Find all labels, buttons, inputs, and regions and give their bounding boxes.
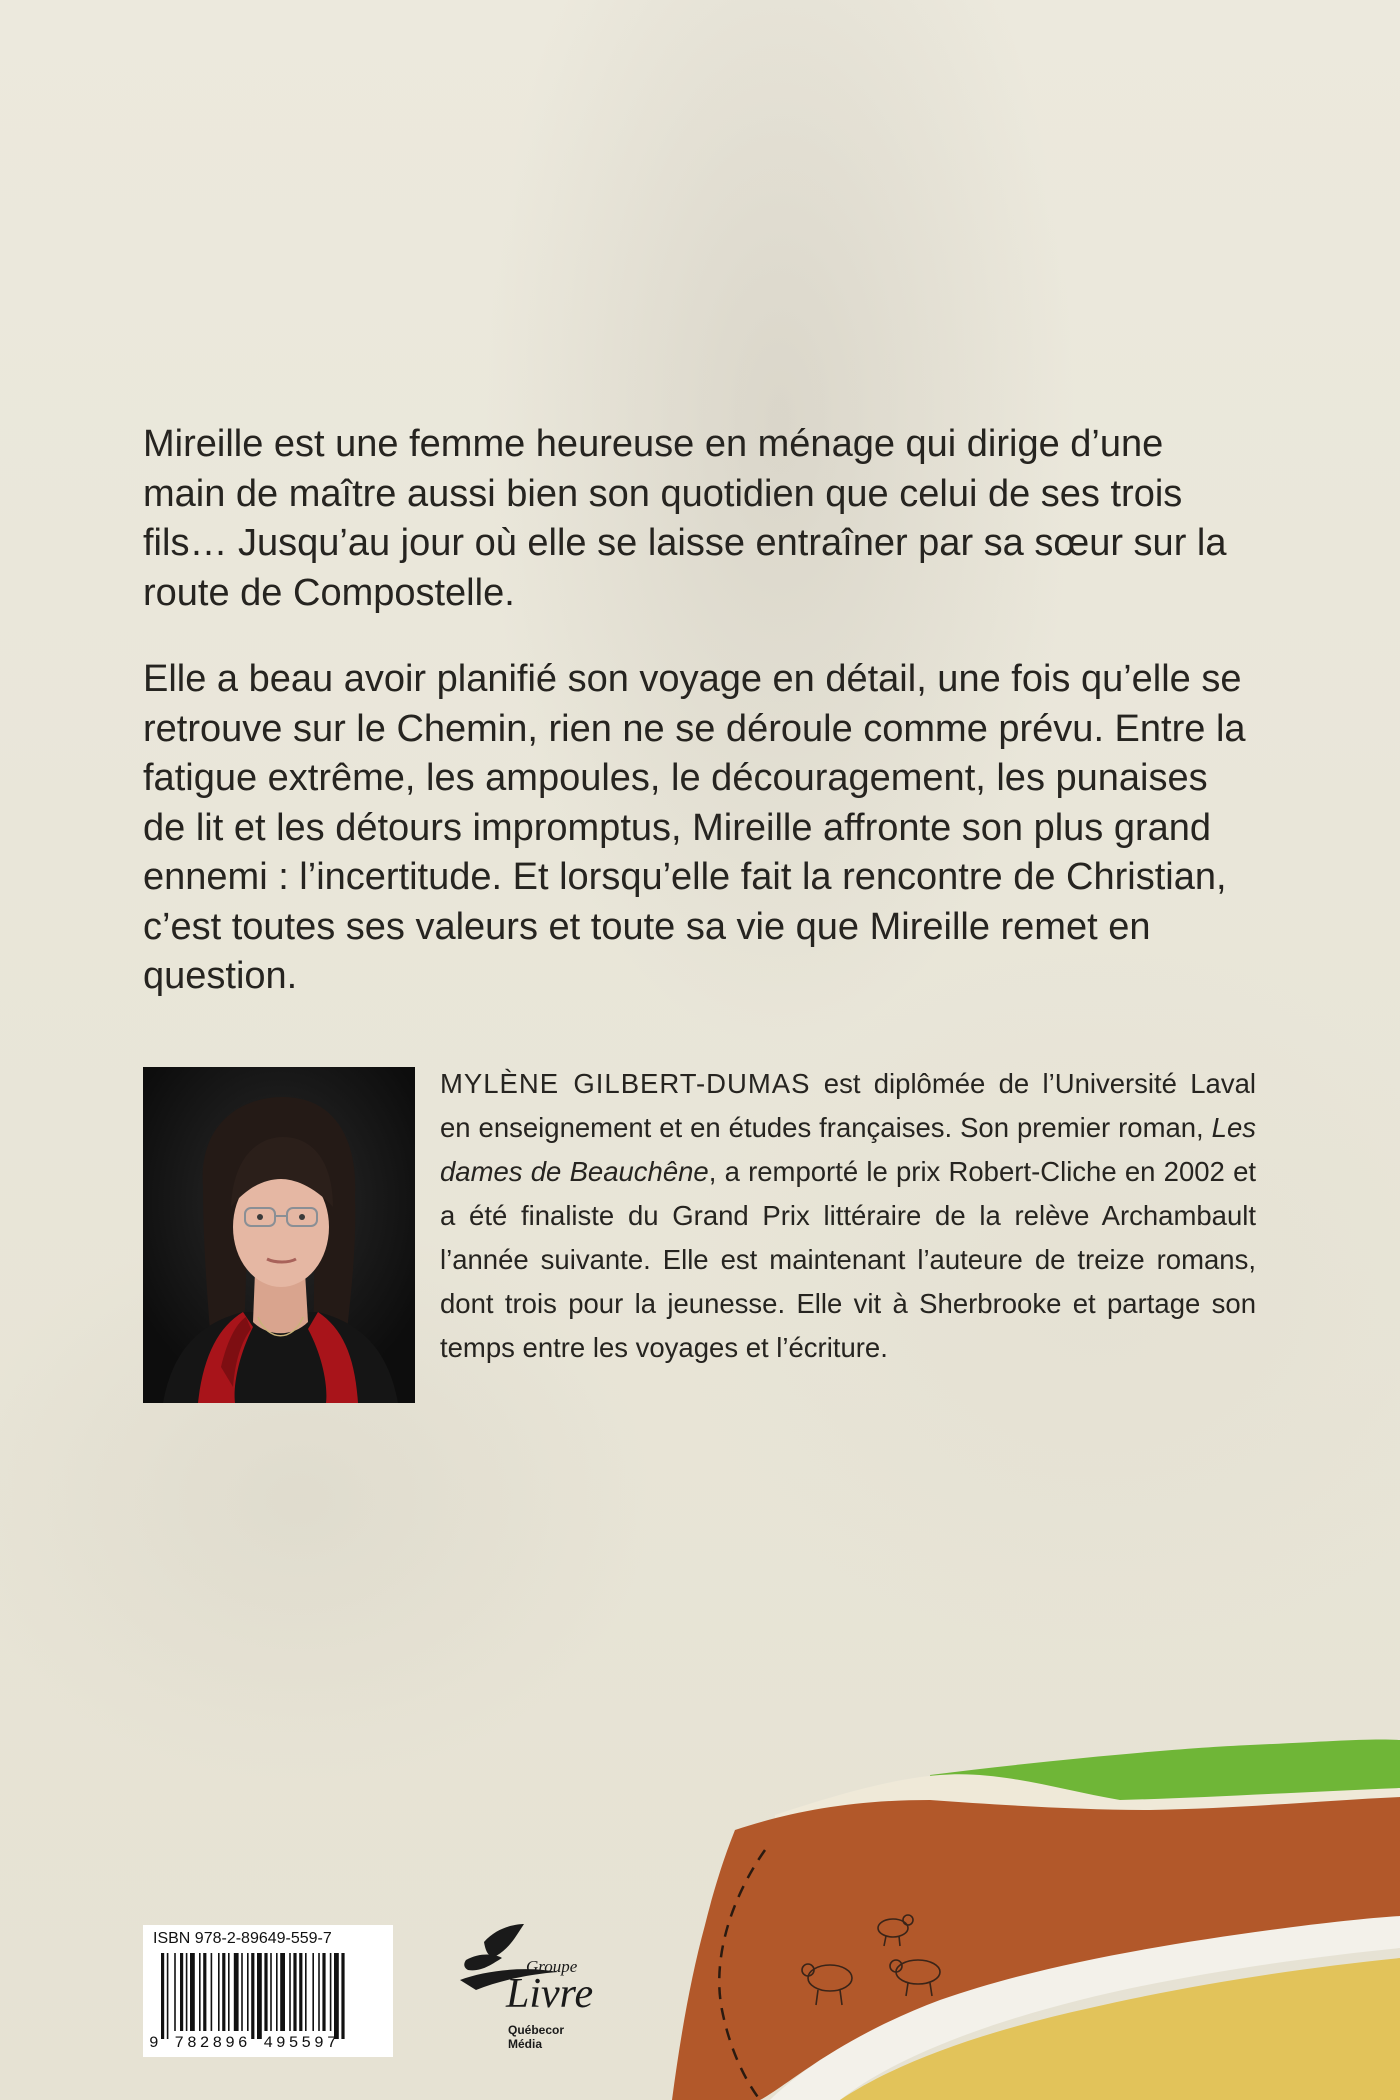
logo-groupe-text: Groupe — [526, 1957, 578, 1976]
author-photo — [143, 1067, 415, 1403]
publisher-logo — [446, 1920, 596, 2060]
logo-subtitle: Québecor Média — [508, 2023, 565, 2051]
blurb-text-1: Mireille est une femme heureuse en ménage qui dirige d’une main de maître aussi bien son quotidien que celui de ses trois fils… Jusqu’au jour où elle se laisse entraîner par sa sœur sur la route de Compostelle. — [143, 423, 1227, 614]
blurb-paragraph-1 — [143, 420, 1255, 618]
bio-text-1: est diplômée de l’Université Laval en enseignement et en études françaises. Son premier roman, — [440, 1068, 1256, 1143]
book-title: Les dames de Beauchêne — [440, 1112, 1256, 1187]
author-name: MYLÈNE GILBERT-DUMAS — [440, 1068, 811, 1099]
bio-text-2: , a remporté le prix Robert-Cliche en 2002 et a été finaliste du Grand Prix littéraire de la relève Archambault l’année suivante. Elle est maintenant l’auteure de treize romans, dont trois pour la jeunesse. Elle vit à Sherbrooke et partage son temps entre les voyages et l’écriture. — [440, 1156, 1257, 1363]
logo-livre-text: Livre — [506, 1971, 594, 2017]
barcode-digits: 9 782896 495597 — [149, 2034, 340, 2052]
blurb-paragraph-2 — [143, 655, 1255, 1002]
isbn-label: ISBN 978-2-89649-559-7 — [153, 1930, 332, 1947]
isbn-barcode — [143, 1925, 393, 2057]
blurb-text-2: Elle a beau avoir planifié son voyage en détail, une fois qu’elle se retrouve sur le Chemin, rien ne se déroule comme prévu. Entre la fatigue extrême, les ampoules, le découragement, les punaises de lit et les détours impromptus, Mireille affronte son plus grand ennemi : l’incertitude. Et lorsqu’elle fait la rencontre de Christian, c’est toutes ses valeurs et toute sa vie que Mireille remet en question. — [143, 658, 1246, 997]
author-bio — [440, 1062, 1256, 1370]
